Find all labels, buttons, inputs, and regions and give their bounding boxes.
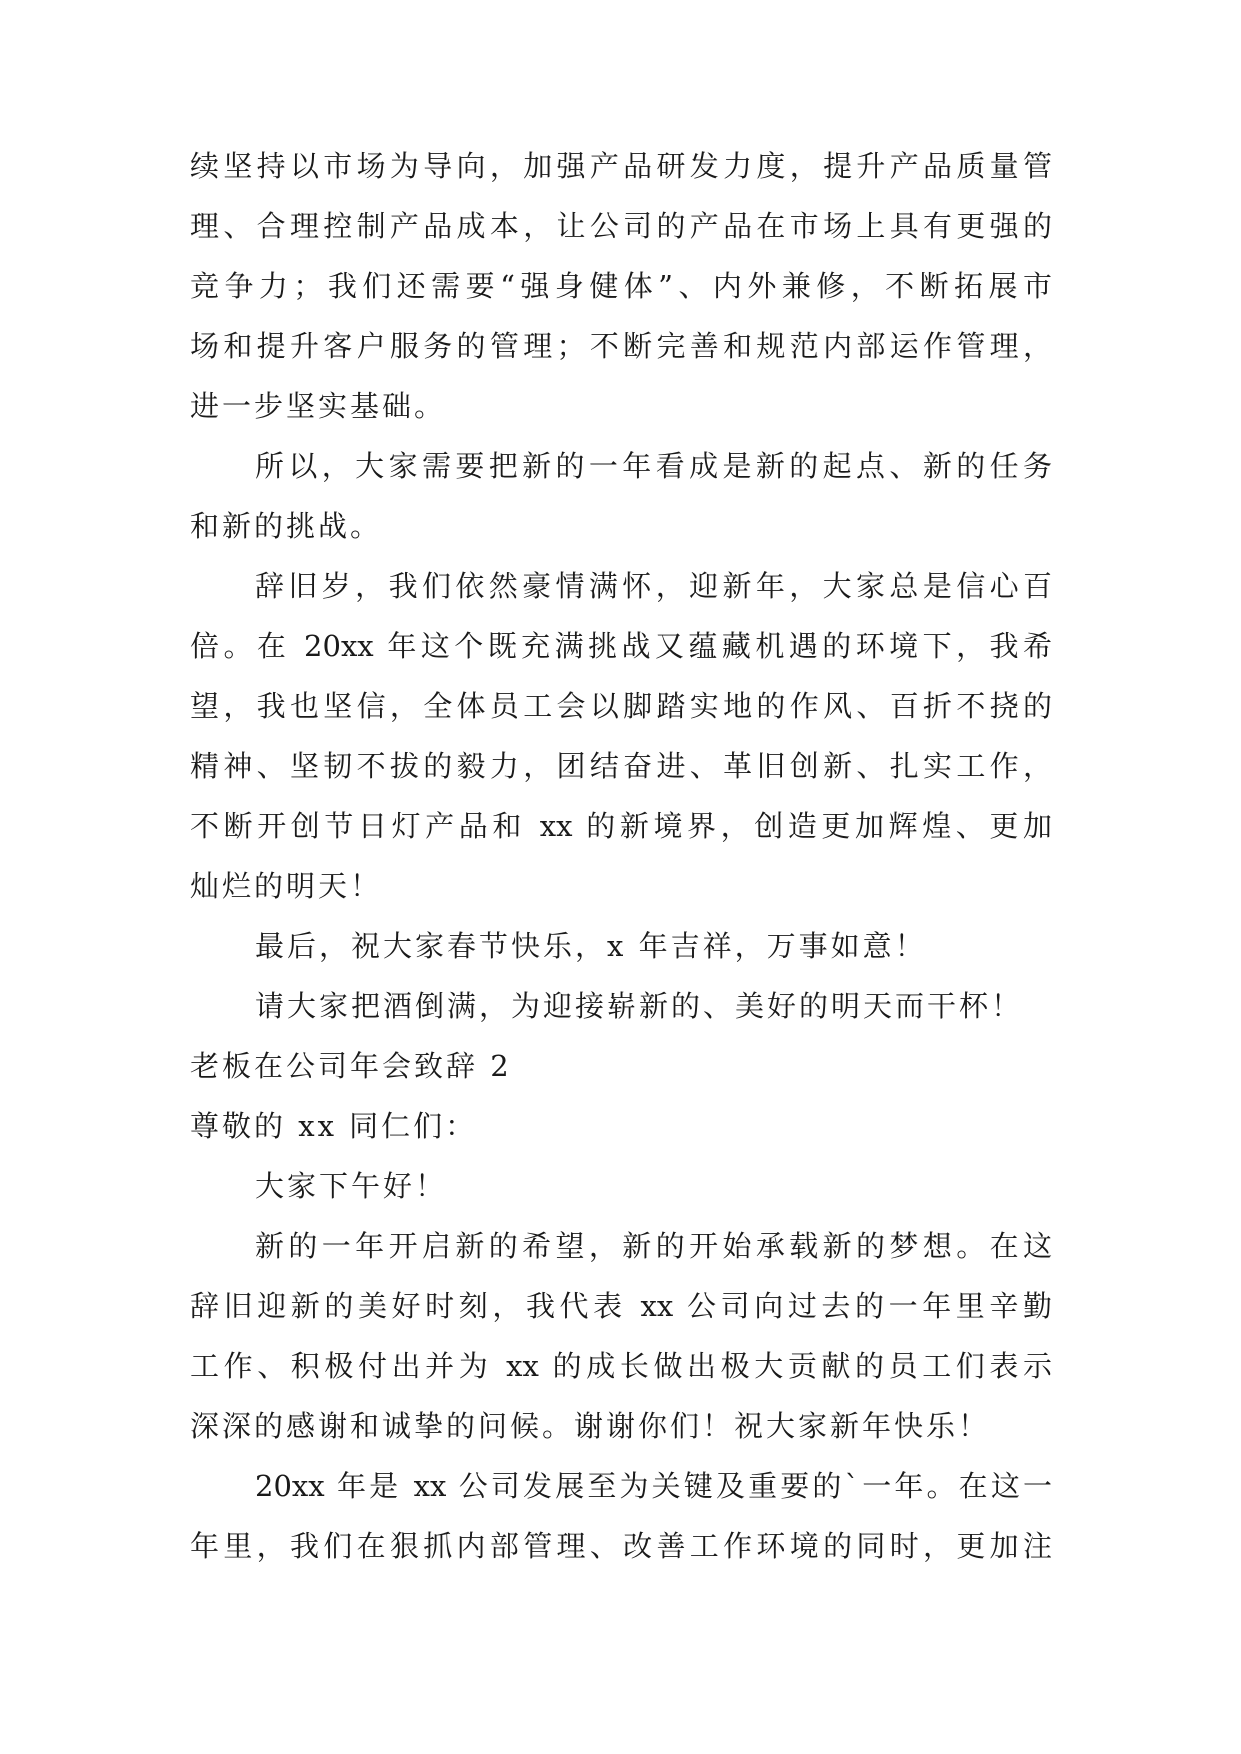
paragraph-line: 请大家把酒倒满，为迎接崭新的、美好的明天而干杯！ — [255, 989, 1024, 1023]
paragraph-line: 望，我也坚信，全体员工会以脚踏实地的作风、百折不挠的 — [190, 689, 1052, 723]
paragraph-line: 最后，祝大家春节快乐，x 年吉祥，万事如意！ — [255, 929, 927, 963]
paragraph-line: 不断开创节日灯产品和 xx 的新境界，创造更加辉煌、更加 — [190, 809, 1052, 843]
paragraph-line: 新的一年开启新的希望，新的开始承载新的梦想。在这 — [255, 1229, 1052, 1263]
paragraph-line: 辞旧迎新的美好时刻，我代表 xx 公司向过去的一年里辛勤 — [190, 1289, 1052, 1323]
paragraph-line: 进一步坚实基础。 — [190, 389, 447, 423]
paragraph-line: 所以，大家需要把新的一年看成是新的起点、新的任务 — [255, 449, 1052, 483]
paragraph-line: 年里，我们在狠抓内部管理、改善工作环境的同时，更加注 — [190, 1529, 1052, 1563]
paragraph-line: 和新的挑战。 — [190, 509, 383, 543]
paragraph-line: 竞争力；我们还需要“强身健体”、内外兼修，不断拓展市 — [190, 269, 1052, 303]
salutation: 尊敬的 xx 同仁们： — [190, 1109, 478, 1143]
paragraph-line: 灿烂的明天！ — [190, 869, 383, 903]
paragraph-line: 20xx 年是 xx 公司发展至为关键及重要的`一年。在这一 — [255, 1469, 1052, 1503]
paragraph-line: 续坚持以市场为导向，加强产品研发力度，提升产品质量管 — [190, 149, 1052, 183]
section-heading: 老板在公司年会致辞 2 — [190, 1049, 512, 1083]
paragraph-line: 倍。在 20xx 年这个既充满挑战又蕴藏机遇的环境下，我希 — [190, 629, 1052, 663]
paragraph-line: 深深的感谢和诚挚的问候。谢谢你们！祝大家新年快乐！ — [190, 1409, 991, 1443]
paragraph-line: 理、合理控制产品成本，让公司的产品在市场上具有更强的 — [190, 209, 1052, 243]
paragraph-line: 工作、积极付出并为 xx 的成长做出极大贡献的员工们表示 — [190, 1349, 1052, 1383]
greeting: 大家下午好！ — [255, 1169, 448, 1203]
paragraph-line: 场和提升客户服务的管理；不断完善和规范内部运作管理， — [190, 329, 1052, 363]
paragraph-line: 辞旧岁，我们依然豪情满怀，迎新年，大家总是信心百 — [255, 569, 1052, 603]
paragraph-line: 精神、坚韧不拔的毅力，团结奋进、革旧创新、扎实工作， — [190, 749, 1052, 783]
